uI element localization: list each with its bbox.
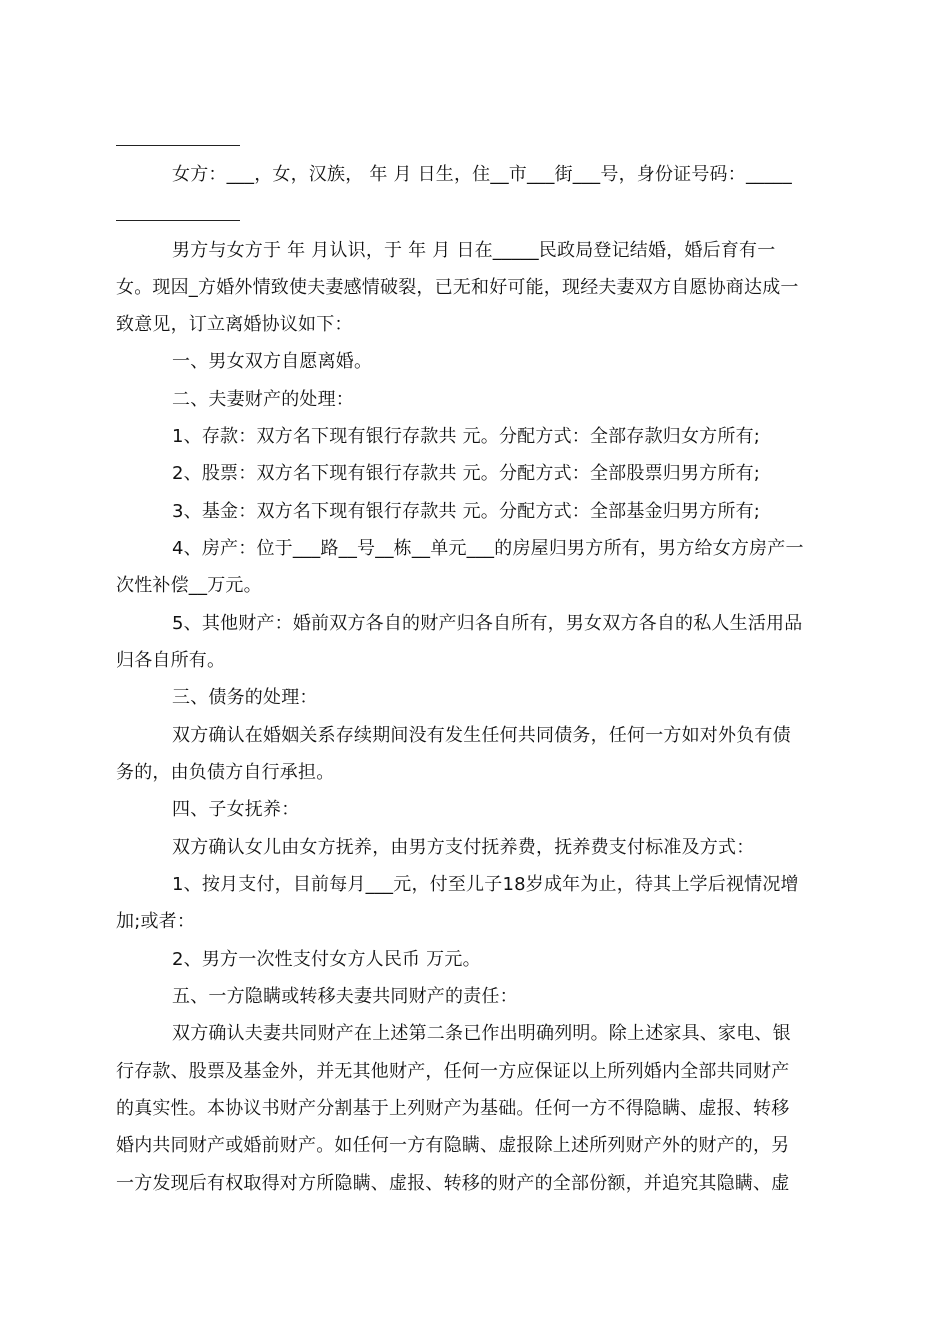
paragraph-line: 婚内共同财产或婚前财产。如任何一方有隐瞒、虚报除上述所列财产外的财产的，另 (116, 1135, 790, 1156)
section-heading: 一、男女双方自愿离婚。 (172, 351, 373, 372)
list-item-continuation: 次性补偿__万元。 (116, 575, 262, 596)
section-heading: 二、夫妻财产的处理： (172, 389, 354, 410)
list-item-continuation: 加;或者： (116, 911, 196, 932)
paragraph-line: 双方确认女儿由女方抚养，由男方支付抚养费，抚养费支付标准及方式： (172, 837, 755, 858)
section-heading: 五、一方隐瞒或转移夫妻共同财产的责任： (172, 986, 518, 1007)
paragraph-line: 的真实性。本协议书财产分割基于上列财产为基础。任何一方不得隐瞒、虚报、转移 (116, 1098, 790, 1119)
paragraph-line: 男方与女方于 年 月认识，于 年 月 日在_____民政局登记结婚，婚后育有一 (172, 240, 776, 261)
list-item: 3、基金：双方名下现有银行存款共 元。分配方式：全部基金归男方所有; (172, 501, 761, 522)
list-item: 1、存款：双方名下现有银行存款共 元。分配方式：全部存款归女方所有; (172, 426, 761, 447)
paragraph-line: 一方发现后有权取得对方所隐瞒、虚报、转移的财产的全部份额，并追究其隐瞒、虚 (116, 1173, 790, 1194)
paragraph-line: 务的，由负债方自行承担。 (116, 762, 335, 783)
blank-underline (116, 145, 240, 146)
section-heading: 四、子女抚养： (172, 799, 300, 820)
paragraph-line: 致意见，订立离婚协议如下： (116, 314, 353, 335)
paragraph-line: 双方确认夫妻共同财产在上述第二条已作出明确列明。除上述家具、家电、银 (172, 1023, 791, 1044)
list-item: 2、男方一次性支付女方人民币 万元。 (172, 949, 481, 970)
list-item-continuation: 归各自所有。 (116, 650, 226, 671)
party-female-info: 女方：___，女，汉族， 年 月 日生，住__市___街___号，身份证号码：_____ (172, 164, 792, 185)
blank-underline (116, 220, 240, 221)
list-item: 4、房产：位于___路__号__栋__单元___的房屋归男方所有，男方给女方房产一 (172, 538, 804, 559)
list-item: 5、其他财产：婚前双方各自的财产归各自所有，男女双方各自的私人生活用品 (172, 613, 803, 634)
paragraph-line: 双方确认在婚姻关系存续期间没有发生任何共同债务，任何一方如对外负有债 (172, 725, 791, 746)
section-heading: 三、债务的处理： (172, 687, 318, 708)
paragraph-line: 行存款、股票及基金外，并无其他财产，任何一方应保证以上所列婚内全部共同财产 (116, 1061, 790, 1082)
list-item: 2、股票：双方名下现有银行存款共 元。分配方式：全部股票归男方所有; (172, 463, 761, 484)
paragraph-line: 女。现因_方婚外情致使夫妻感情破裂，已无和好可能，现经夫妻双方自愿协商达成一 (116, 277, 799, 298)
list-item: 1、按月支付，目前每月___元，付至儿子18岁成年为止，待其上学后视情况增 (172, 874, 799, 895)
